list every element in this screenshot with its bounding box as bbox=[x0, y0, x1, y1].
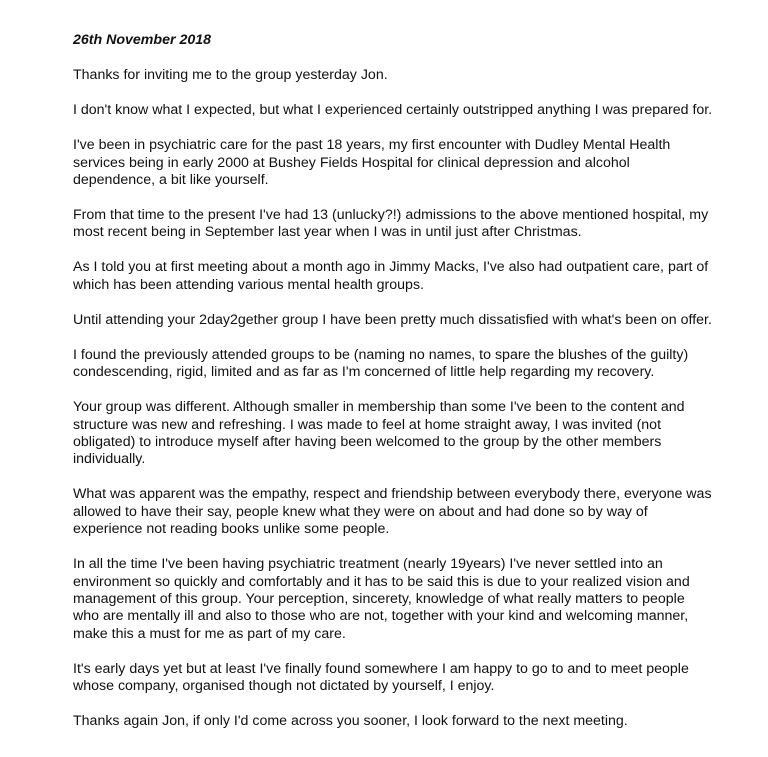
paragraph-6: Until attending your 2day2gether group I have been pretty much dissatisfied with what's been on offer. bbox=[73, 311, 712, 328]
paragraph-12: Thanks again Jon, if only I'd come across you sooner, I look forward to the next meeting. bbox=[73, 713, 628, 730]
paragraph-2: I don't know what I expected, but what I experienced certainly outstripped anything I was prepared for. bbox=[73, 102, 713, 119]
paragraph-1: Thanks for inviting me to the group yesterday Jon. bbox=[73, 67, 388, 84]
paragraph-7: I found the previously attended groups to be (naming no names, to spare the blushes of the guilty) condescending, rigid, limited and as far as I'm concerned of little help regarding my recovery. bbox=[73, 346, 689, 381]
paragraph-10: In all the time I've been having psychiatric treatment (nearly 19years) I've never settled into an environment so quickly and comfortably and it has to be said this is due to your realized vision and management of this group. Your perception, sincerety, knowledge of what really matters to people who are mentally ill and also to those who are not, together with your kind and welcoming manner, make this a must for me as part of my care. bbox=[73, 556, 690, 642]
paragraph-9: What was apparent was the empathy, respect and friendship between everybody there, everyone was allowed to have their say, people knew what they were on about and had done so by way of experience not reading books unlike some people. bbox=[73, 486, 712, 538]
paragraph-11: It's early days yet but at least I've finally found somewhere I am happy to go to and to meet people whose company, organised though not dictated by yourself, I enjoy. bbox=[73, 660, 689, 695]
paragraph-5: As I told you at first meeting about a month ago in Jimmy Macks, I've also had outpatient care, part of which has been attending various mental health groups. bbox=[73, 259, 709, 293]
paragraph-8: Your group was different. Although smaller in membership than some I've been to the content and structure was new and refreshing. I was made to feel at home straight away, I was invited (not obligated) to introduce myself after having been welcomed to the group by the other members individually. bbox=[73, 399, 685, 468]
paragraph-3: I've been in psychiatric care for the past 18 years, my first encounter with Dudley Mental Health services being in early 2000 at Bushey Fields Hospital for clinical depression and alcohol dependence, a bit like yourself. bbox=[73, 137, 671, 189]
letter-document bbox=[73, 32, 713, 748]
paragraph-4: From that time to the present I've had 13 (unlucky?!) admissions to the above mentioned hospital, my most recent being in September last year when I was in until just after Christmas. bbox=[73, 207, 709, 241]
letter-date: 26th November 2018 bbox=[73, 32, 212, 48]
